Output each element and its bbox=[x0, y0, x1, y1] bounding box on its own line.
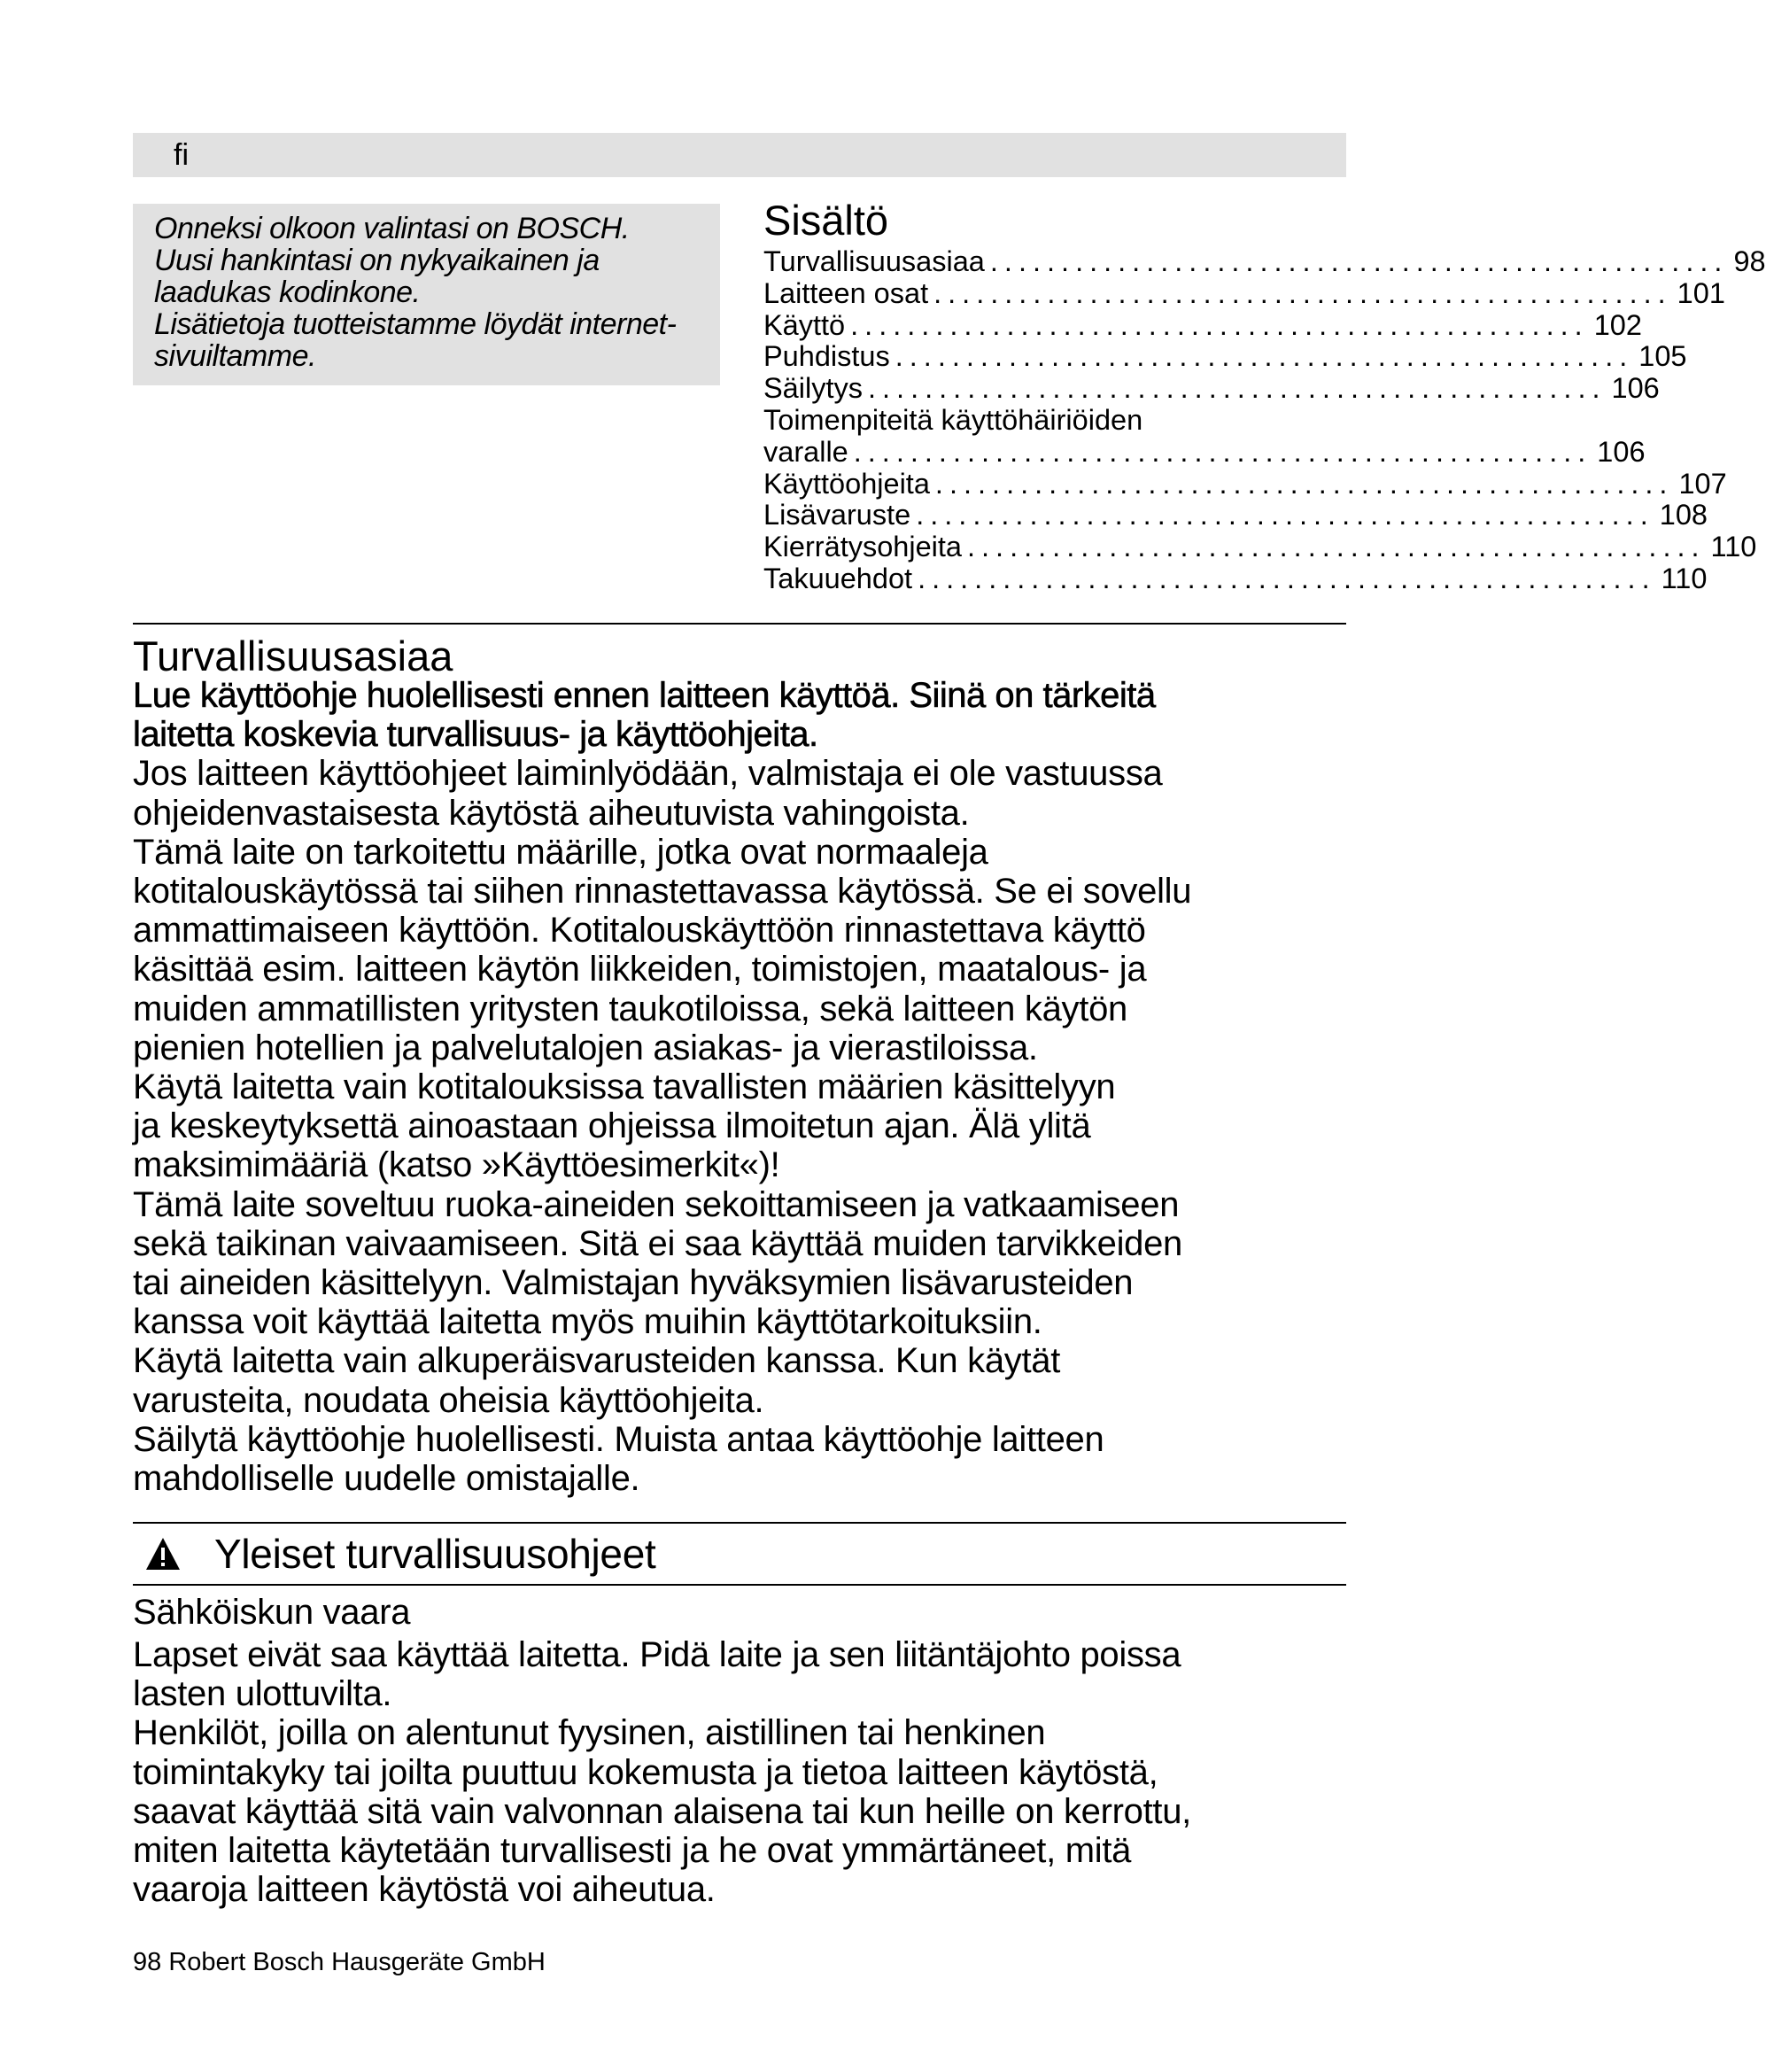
body-line: mahdolliselle uudelle omistajalle. bbox=[133, 1459, 640, 1499]
lead-line: laitetta koskevia turvallisuus- ja käyttöohjeita. bbox=[133, 715, 818, 755]
intro-box bbox=[133, 204, 720, 385]
body-line: varusteita, noudata oheisia käyttöohjeita. bbox=[133, 1380, 764, 1420]
toc-page-number: 102 bbox=[1593, 308, 1642, 341]
body-line: maksimimääriä (katso »Käyttöesimerkit«)! bbox=[133, 1145, 780, 1185]
toc-title: Sisältö bbox=[763, 197, 889, 244]
body-line: miten laitetta käytetään turvallisesti ja he ovat ymmärtäneet, mitä bbox=[133, 1831, 1132, 1871]
toc-page-number: 107 bbox=[1678, 467, 1727, 500]
toc-entry-laitteen-osat[interactable]: Laitteen osat .................................................... 101 bbox=[763, 276, 1725, 309]
toc-entry-toimenpiteita[interactable]: varalle .................................................... 106 bbox=[763, 435, 1646, 468]
toc-page-number: 101 bbox=[1677, 276, 1725, 309]
body-line: tai aineiden käsittelyyn. Valmistajan hyväksymien lisävarusteiden bbox=[133, 1263, 1134, 1303]
intro-line: Onneksi olkoon valintasi on BOSCH. bbox=[154, 212, 630, 245]
body-line: Käytä laitetta vain alkuperäisvarusteiden kanssa. Kun käytät bbox=[133, 1341, 1061, 1381]
toc-page-number: 110 bbox=[1710, 531, 1757, 563]
intro-line: sivuiltamme. bbox=[154, 339, 316, 373]
toc-entry-puhdistus[interactable]: Puhdistus .................................................... 105 bbox=[763, 340, 1687, 373]
section-title: Turvallisuusasiaa bbox=[133, 632, 453, 679]
intro-line: laadukas kodinkone. bbox=[154, 275, 421, 309]
toc-page-number: 98 bbox=[1733, 245, 1766, 277]
body-line: ja keskeytyksettä ainoastaan ohjeissa ilmoitetun ajan. Älä ylitä bbox=[133, 1106, 1091, 1146]
toc-entry-toimenpiteita-label[interactable]: Toimenpiteitä käyttöhäiriöiden bbox=[763, 403, 1143, 436]
page-footer: 98 Robert Bosch Hausgeräte GmbH bbox=[133, 1948, 546, 1976]
toc-page-number: 110 bbox=[1661, 562, 1708, 594]
lead-line: Lue käyttöohje huolellisesti ennen laitteen käyttöä. Siinä on tärkeitä bbox=[133, 676, 1156, 715]
toc-page-number: 106 bbox=[1611, 372, 1660, 405]
toc-entry-kayttoohjeita[interactable]: Käyttöohjeita .................................................... 107 bbox=[763, 467, 1727, 500]
body-line: sekä taikinan vaivaamiseen. Sitä ei saa käyttää muiden tarvikkeiden bbox=[133, 1223, 1182, 1263]
toc-page-number: 106 bbox=[1597, 435, 1646, 468]
toc-entry-takuuehdot[interactable]: Takuuehdot .................................................... 110 bbox=[763, 562, 1708, 594]
toc-entry-turvallisuusasiaa[interactable]: Turvallisuusasiaa .................................................... 98 bbox=[763, 245, 1766, 277]
intro-line: Lisätietoja tuotteistamme löydät internet- bbox=[154, 307, 677, 341]
body-line: lasten ulottuvilta. bbox=[133, 1674, 392, 1714]
body-line: pienien hotellien ja palvelutalojen asiakas- ja vierastiloissa. bbox=[133, 1028, 1038, 1067]
body-line: ohjeidenvastaisesta käytöstä aiheutuvista vahingoista. bbox=[133, 793, 970, 833]
body-line: Säilytä käyttöohje huolellisesti. Muista antaa käyttöohje laitteen bbox=[133, 1419, 1104, 1459]
toc-entry-sailytys[interactable]: Säilytys .................................................... 106 bbox=[763, 372, 1660, 405]
toc-page-number: 108 bbox=[1659, 499, 1708, 532]
toc-page-number: 105 bbox=[1638, 340, 1687, 373]
body-line: Henkilöt, joilla on alentunut fyysinen, aistillinen tai henkinen bbox=[133, 1713, 1046, 1753]
body-line: ammattimaiseen käyttöön. Kotitalouskäyttöön rinnastettava käyttö bbox=[133, 911, 1146, 951]
language-bar bbox=[133, 133, 1346, 177]
general-safety-header bbox=[133, 1529, 655, 1579]
toc-entry-kaytto[interactable]: Käyttö .................................................... 102 bbox=[763, 308, 1642, 341]
body-line: vaaroja laitteen käytöstä voi aiheutua. bbox=[133, 1870, 716, 1910]
safety-text bbox=[133, 676, 1373, 1498]
language-code: fi bbox=[174, 138, 189, 172]
body-line: muiden ammatillisten yritysten taukotiloissa, sekä laitteen käytön bbox=[133, 989, 1127, 1028]
electric-shock-title: Sähköiskun vaara bbox=[133, 1593, 411, 1632]
section-divider bbox=[133, 623, 1346, 625]
body-line: käsittää esim. laitteen käytön liikkeiden, toimistojen, maatalous- ja bbox=[133, 950, 1147, 989]
body-line: kotitalouskäytössä tai siihen rinnastettavassa käytössä. Se ei sovellu bbox=[133, 872, 1192, 912]
body-line: Jos laitteen käyttöohjeet laiminlyödään, valmistaja ei ole vastuussa bbox=[133, 754, 1163, 794]
toc-entry-kierratysohjeita[interactable]: Kierrätysohjeita .................................................... 110 bbox=[763, 531, 1757, 563]
table-of-contents bbox=[763, 197, 1766, 595]
body-line: toimintakyky tai joilta puuttuu kokemusta ja tietoa laitteen käytöstä, bbox=[133, 1752, 1158, 1792]
section-divider bbox=[133, 1584, 1346, 1586]
body-line: Tämä laite soveltuu ruoka-aineiden sekoittamiseen ja vatkaamiseen bbox=[133, 1184, 1180, 1224]
warning-triangle-icon bbox=[145, 1537, 181, 1571]
body-line: Lapset eivät saa käyttää laitetta. Pidä laite ja sen liitäntäjohto poissa bbox=[133, 1635, 1181, 1674]
electric-shock-section bbox=[133, 1591, 1373, 1909]
body-line: kanssa voit käyttää laitetta myös muihin käyttötarkoituksiin. bbox=[133, 1302, 1042, 1342]
section-divider bbox=[133, 1522, 1346, 1524]
body-line: Tämä laite on tarkoitettu määrille, jotka ovat normaaleja bbox=[133, 832, 988, 872]
intro-line: Uusi hankintasi on nykyaikainen ja bbox=[154, 244, 600, 277]
body-line: saavat käyttää sitä vain valvonnan alaisena tai kun heille on kerrottu, bbox=[133, 1791, 1191, 1831]
toc-entry-lisavaruste[interactable]: Lisävaruste .................................................... 108 bbox=[763, 499, 1708, 532]
general-safety-title: Yleiset turvallisuusohjeet bbox=[214, 1531, 656, 1577]
body-line: Käytä laitetta vain kotitalouksissa tavallisten määrien käsittelyyn bbox=[133, 1067, 1116, 1107]
